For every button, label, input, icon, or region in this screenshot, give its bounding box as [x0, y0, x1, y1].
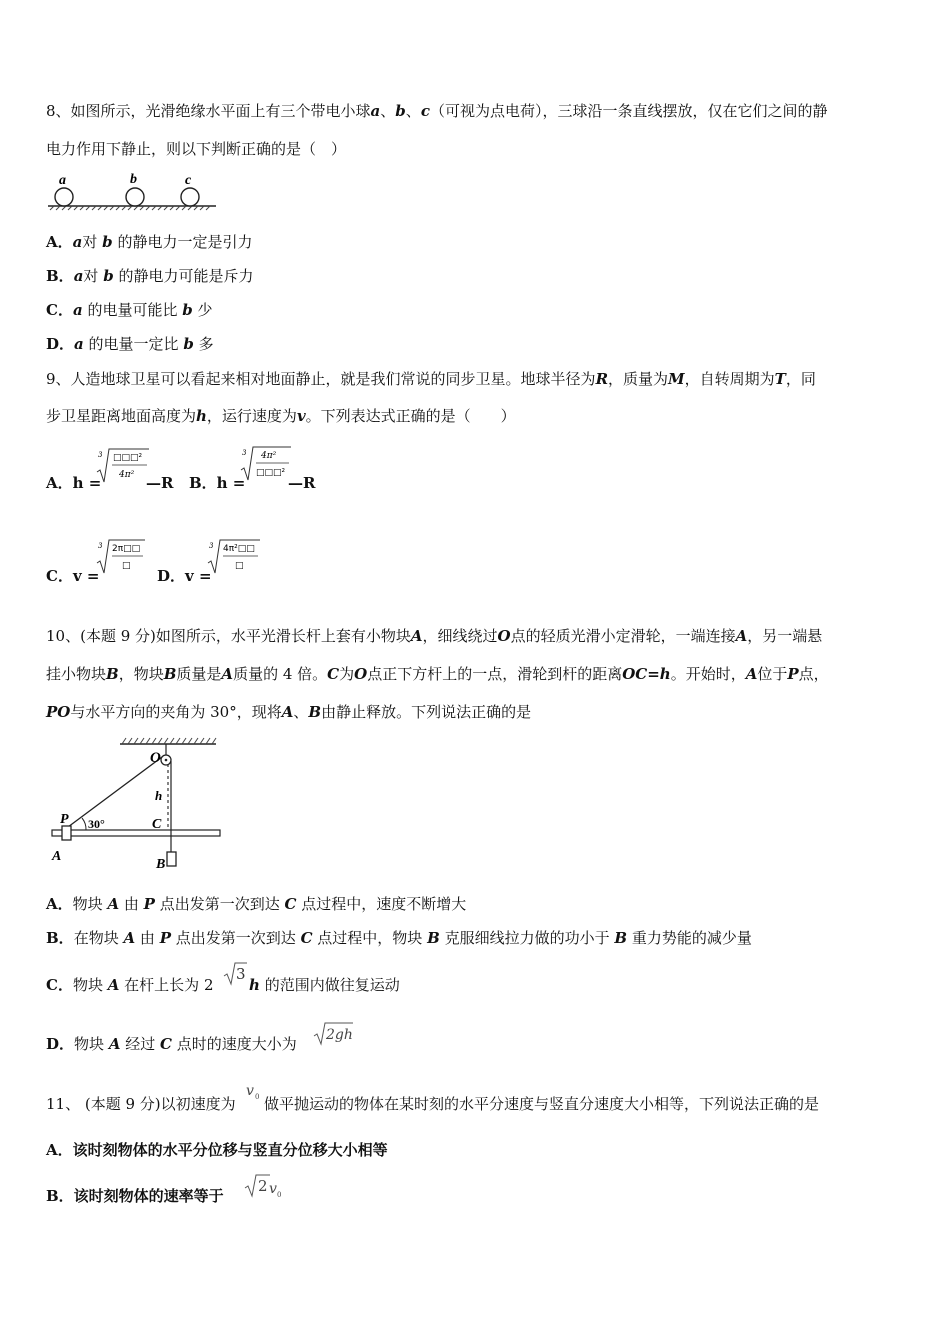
- ball-b: [126, 188, 144, 206]
- q9-option-a-label[interactable]: A．h =: [46, 474, 102, 492]
- svg-text:3: 3: [98, 451, 103, 459]
- svg-text:4π²: 4π²: [261, 451, 277, 461]
- q8-option-a[interactable]: A．a对 b 的静电力一定是引力: [46, 233, 253, 251]
- svg-text:0: 0: [255, 1093, 260, 1101]
- svg-text:□: □: [122, 561, 131, 571]
- svg-text:□: □: [235, 561, 244, 571]
- svg-text:B: B: [156, 857, 166, 872]
- svg-text:O: O: [150, 750, 161, 766]
- q8-line-1: 8、如图所示，光滑绝缘水平面上有三个带电小球a、b、c（可视为点电荷），三球沿一条直线摆放，仅在它们之间的静: [46, 102, 828, 120]
- q10-line-2: 挂小物块B，物块B质量是A质量的 4 倍。C为O点正下方杆上的一点，滑轮到杆的距离OC=h。开始时，A位于P点，: [46, 665, 829, 683]
- rod: [52, 830, 220, 836]
- q9-line-2: 步卫星距离地面高度为h，运行速度为v。下列表达式正确的是（ ）: [46, 407, 516, 425]
- svg-text:2gh: 2gh: [326, 1027, 353, 1043]
- q9-line-1: 9、人造地球卫星可以看起来相对地面静止，就是我们常说的同步卫星。地球半径为R，质量为M，自转周期为T，同: [46, 370, 816, 388]
- svg-text:3: 3: [236, 965, 246, 983]
- label-a: a: [59, 173, 66, 188]
- svg-text:2π□□: 2π□□: [112, 544, 141, 554]
- q10-option-a[interactable]: A．物块 A 由 P 点出发第一次到达 C 点过程中，速度不断增大: [46, 895, 467, 913]
- q11-option-b-formula: [243, 1172, 283, 1200]
- svg-text:v: v: [246, 1083, 254, 1099]
- svg-text:4π²□□: 4π²□□: [223, 544, 255, 554]
- q10-option-c[interactable]: C．物块 A 在杆上长为 2: [46, 976, 214, 994]
- q11-option-b[interactable]: B．该时刻物体的速率等于: [46, 1187, 224, 1205]
- svg-text:A: A: [52, 849, 62, 864]
- q10-option-c-radical: [222, 960, 248, 986]
- svg-text:3: 3: [242, 449, 247, 457]
- block-a: [62, 826, 71, 840]
- q8-option-b[interactable]: B．a对 b 的静电力可能是斥力: [46, 267, 254, 285]
- q9-option-c-label[interactable]: C．v =: [46, 567, 100, 585]
- q10-figure: [46, 734, 226, 874]
- label-c: c: [185, 173, 192, 188]
- q10-option-b[interactable]: B．在物块 A 由 P 点出发第一次到达 C 点过程中，物块 B 克服细线拉力做的功小于 B 重力势能的减少量: [46, 929, 752, 947]
- svg-text:C: C: [152, 817, 162, 832]
- svg-text:□□□²: □□□²: [256, 468, 286, 478]
- q11-option-a[interactable]: A．该时刻物体的水平分位移与竖直分位移大小相等: [46, 1141, 388, 1159]
- q8-line-2: 电力作用下静止，则以下判断正确的是（ ）: [46, 140, 347, 158]
- q8-option-c[interactable]: C．a 的电量可能比 b 少: [46, 301, 213, 319]
- q10-line-1: 10、(本题 9 分)如图所示，水平光滑长杆上套有小物块A，细线绕过O点的轻质光滑小定滑轮，一端连接A，另一端悬: [46, 627, 823, 645]
- block-b: [167, 852, 176, 866]
- q9-option-a-tail: —R: [146, 474, 174, 492]
- q10-option-d[interactable]: D．物块 A 经过 C 点时的速度大小为: [46, 1035, 297, 1053]
- svg-text:h: h: [155, 788, 163, 803]
- svg-text:v: v: [269, 1181, 277, 1197]
- q9-formula-a: [95, 446, 151, 486]
- svg-text:4π²: 4π²: [119, 470, 135, 480]
- q9-formula-b: [239, 444, 293, 484]
- svg-text:3: 3: [209, 542, 214, 550]
- svg-text:2: 2: [258, 1177, 268, 1195]
- svg-text:30°: 30°: [88, 817, 105, 831]
- q9-option-d-label[interactable]: D．v =: [157, 567, 212, 585]
- q9-formula-d: [206, 537, 262, 577]
- q10-line-3: PO与水平方向的夹角为 30°，现将A、B由静止释放。下列说法正确的是: [46, 703, 532, 721]
- ball-c: [181, 188, 199, 206]
- q11-line-1a: 11、 (本题 9 分)以初速度为: [46, 1095, 236, 1113]
- svg-text:□□□²: □□□²: [113, 453, 143, 463]
- q8-option-d[interactable]: D．a 的电量一定比 b 多: [46, 335, 214, 353]
- q11-v0: [244, 1082, 264, 1104]
- q10-option-d-radical: [312, 1020, 354, 1046]
- q9-option-b-tail: —R: [288, 474, 316, 492]
- label-b: b: [130, 172, 137, 187]
- svg-text:3: 3: [98, 542, 103, 550]
- q9-formula-c: [95, 537, 147, 577]
- q8-figure: [44, 170, 220, 214]
- q9-option-b-label[interactable]: B．h =: [189, 474, 246, 492]
- svg-text:P: P: [60, 812, 69, 827]
- svg-text:0: 0: [277, 1191, 282, 1199]
- q11-line-1b: 做平抛运动的物体在某时刻的水平分速度与竖直分速度大小相等，下列说法正确的是: [264, 1095, 820, 1113]
- q10-option-c-tail: h 的范围内做往复运动: [249, 976, 400, 994]
- ball-a: [55, 188, 73, 206]
